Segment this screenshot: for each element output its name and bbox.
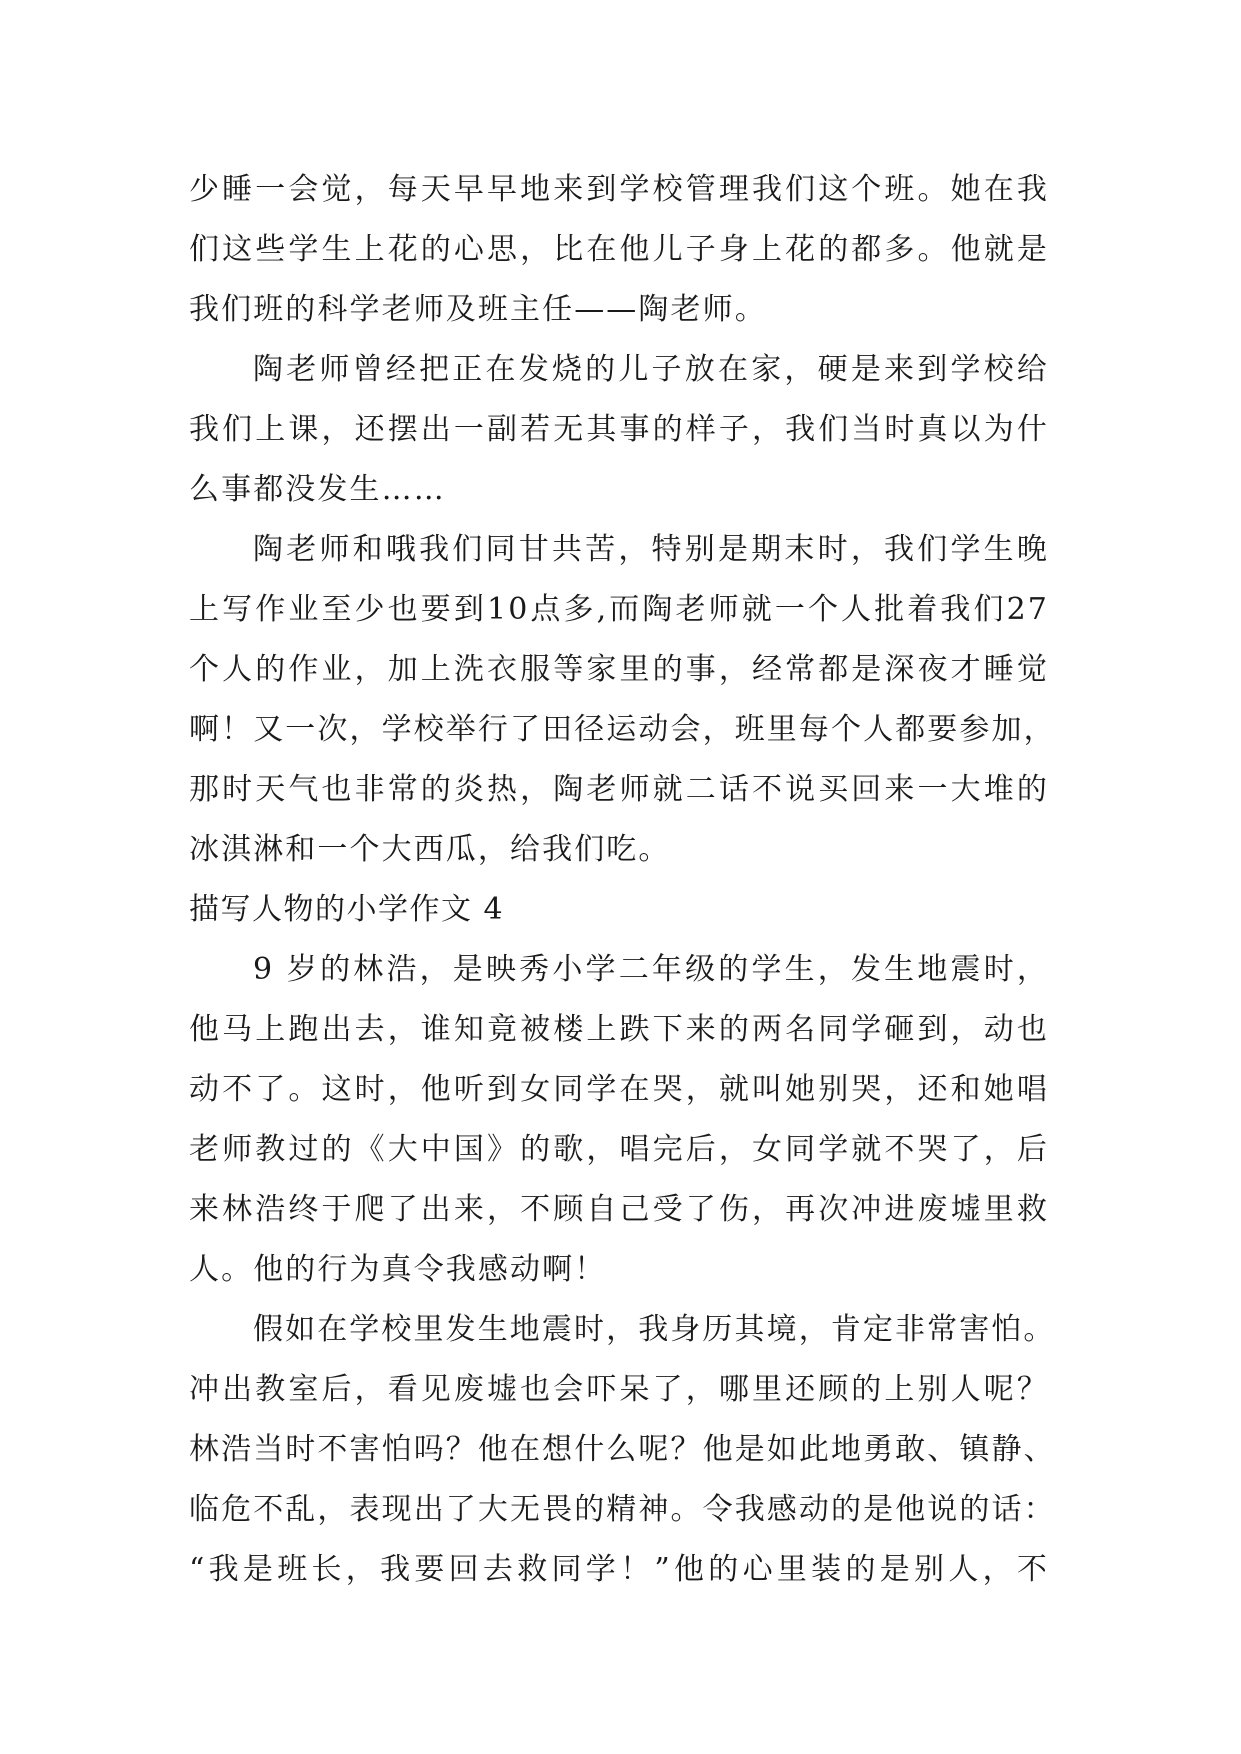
paragraph-5 — [189, 1300, 1056, 1600]
text-line: 陶老师曾经把正在发烧的儿子放在家，硬是来到学校给 — [253, 352, 1049, 387]
document-body — [189, 160, 1056, 1600]
text-line: 临危不乱，表现出了大无畏的精神。令我感动的是他说的话： — [189, 1492, 1056, 1527]
text-line: 林浩当时不害怕吗？他在想什么呢？他是如此地勇敢、镇静、 — [189, 1432, 1056, 1467]
paragraph-2 — [189, 340, 1049, 520]
text-line: 来林浩终于爬了出来，不顾自己受了伤，再次冲进废墟里救 — [189, 1192, 1049, 1227]
text-line: 冲出教室后，看见废墟也会吓呆了，哪里还顾的上别人呢？ — [189, 1372, 1049, 1407]
text-line: 陶老师和哦我们同甘共苦，特别是期末时，我们学生晚 — [253, 532, 1049, 567]
text-line: 老师教过的《大中国》的歌，唱完后，女同学就不哭了，后 — [189, 1132, 1049, 1167]
text-line: 动不了。这时，他听到女同学在哭，就叫她别哭，还和她唱 — [189, 1072, 1049, 1107]
text-line: 么事都没发生…… — [189, 472, 446, 507]
text-line: 个人的作业，加上洗衣服等家里的事，经常都是深夜才睡觉 — [189, 652, 1049, 687]
text-line: 我们班的科学老师及班主任——陶老师。 — [189, 292, 767, 327]
text-line: 上写作业至少也要到10点多,而陶老师就一个人批着我们27 — [189, 592, 1049, 627]
section-heading: 描写人物的小学作文 4 — [189, 892, 505, 927]
text-line: “我是班长，我要回去救同学！”他的心里装的是别人，不 — [189, 1552, 1049, 1587]
text-line: 我们上课，还摆出一副若无其事的样子，我们当时真以为什 — [189, 412, 1049, 447]
text-line: 人。他的行为真令我感动啊！ — [189, 1252, 607, 1287]
text-line: 那时天气也非常的炎热，陶老师就二话不说买回来一大堆的 — [189, 772, 1049, 807]
text-line: 冰淇淋和一个大西瓜，给我们吃。 — [189, 832, 671, 867]
text-line: 啊！又一次，学校举行了田径运动会，班里每个人都要参加， — [189, 712, 1056, 747]
text-line: 少睡一会觉，每天早早地来到学校管理我们这个班。她在我 — [189, 172, 1049, 207]
text-line: 们这些学生上花的心思，比在他儿子身上花的都多。他就是 — [189, 232, 1049, 267]
text-line: 他马上跑出去，谁知竟被楼上跌下来的两名同学砸到，动也 — [189, 1012, 1049, 1047]
paragraph-1 — [189, 160, 1049, 340]
text-line: 假如在学校里发生地震时，我身历其境，肯定非常害怕。 — [253, 1312, 1056, 1347]
paragraph-3 — [189, 520, 1056, 880]
text-line: 9 岁的林浩，是映秀小学二年级的学生，发生地震时， — [253, 952, 1049, 987]
paragraph-4 — [189, 940, 1049, 1300]
